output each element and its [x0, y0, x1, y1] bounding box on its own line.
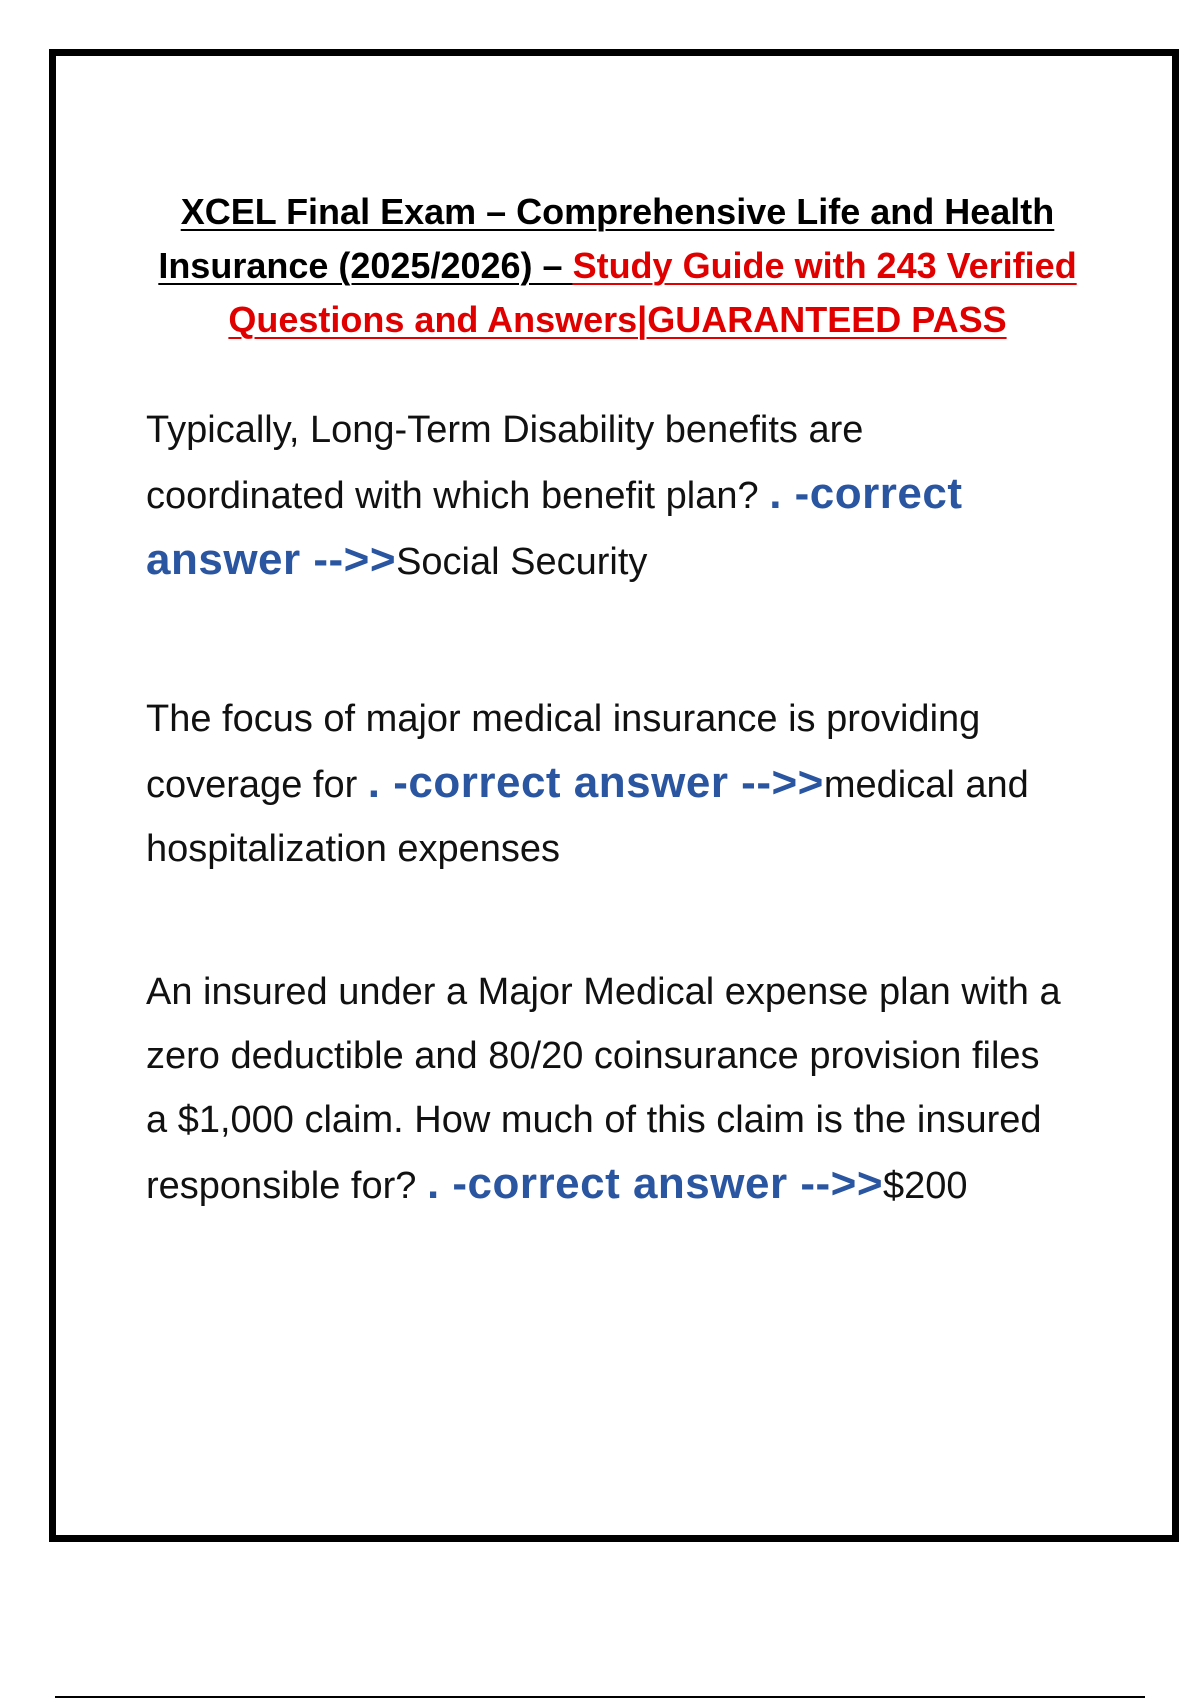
- qa-item: [146, 960, 1066, 1218]
- answer-text: Social Security: [396, 541, 648, 583]
- question-text: An insured under a Major Medical expense plan with a zero deductible and 80/20 coinsurance provision files a $1,000 claim. How much of this claim is the insured responsible for?: [146, 971, 1061, 1207]
- question-text: The focus of major medical insurance is providing coverage for: [146, 698, 981, 806]
- title-highlight: Study Guide with 243 Verified Questions and Answers|GUARANTEED PASS: [228, 245, 1077, 340]
- qa-item: [146, 398, 1066, 594]
- document-title: [150, 185, 1085, 347]
- correct-answer-label: . -correct answer -->>: [146, 469, 963, 584]
- correct-answer-label: . -correct answer -->>: [426, 1159, 884, 1208]
- title-main: XCEL Final Exam – Comprehensive Life and Health Insurance (2025/2026) –: [158, 191, 1055, 286]
- question-text: Typically, Long-Term Disability benefits are coordinated with which benefit plan?: [146, 409, 864, 517]
- answer-text: medical and hospitalization expenses: [146, 764, 1029, 870]
- qa-item: [146, 687, 1066, 881]
- bottom-divider: [55, 1696, 1145, 1698]
- answer-text: $200: [883, 1165, 968, 1207]
- correct-answer-label: . -correct answer -->>: [367, 758, 824, 807]
